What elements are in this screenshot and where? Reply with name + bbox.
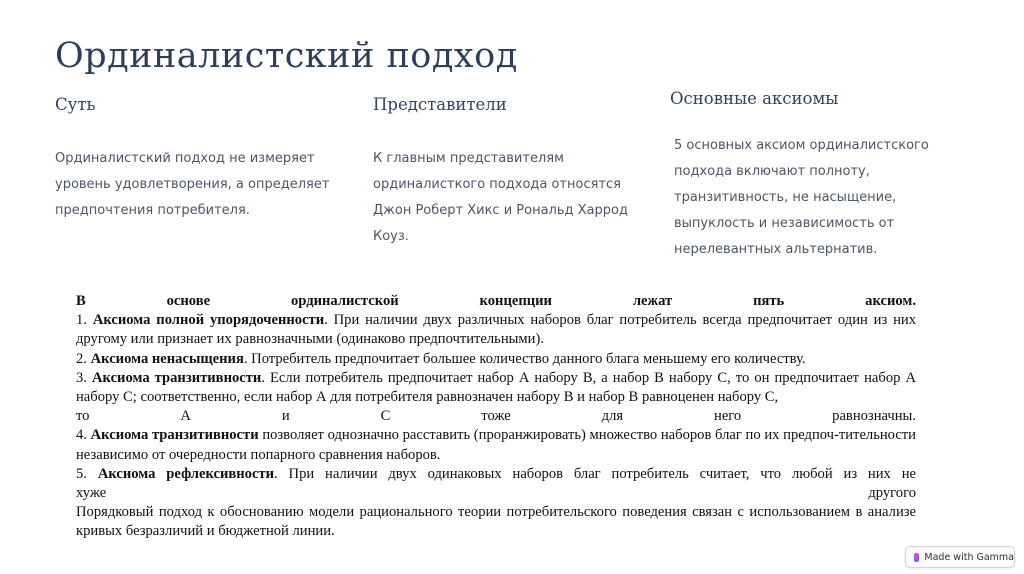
text-line: выпуклость и независимость от — [674, 216, 895, 231]
column-heading-representatives: Представители — [373, 95, 507, 114]
axiom-4-name: Аксиома транзитивности — [90, 427, 259, 444]
axiom-2-name: Аксиома ненасыщения — [90, 350, 244, 367]
axiom-5-number: 5. — [76, 465, 87, 482]
text-line: предпочтения потребителя. — [55, 203, 250, 218]
text-line: К главным представителям — [373, 151, 564, 166]
axiom-3-number: 3. — [76, 369, 87, 386]
axioms-body-text — [76, 292, 916, 542]
text-line: Джон Роберт Хикс и Рональд Харрод — [373, 203, 628, 218]
gamma-logo-icon — [914, 553, 919, 562]
axiom-3 — [76, 369, 916, 407]
text-line: подхода включают полноту, — [674, 164, 870, 179]
axiom-2 — [76, 350, 916, 369]
column-text-representatives — [373, 146, 643, 250]
text-line: уровень удовлетворения, а определяет — [55, 177, 330, 192]
column-text-axioms — [674, 133, 974, 263]
conclusion — [76, 503, 916, 541]
text-line: ординалисткого подхода относятся — [373, 177, 621, 192]
axiom-5-continuation — [76, 484, 916, 503]
axiom-2-text: . Потребитель предпочитает большее количество данного блага меньшему его количеству. — [243, 350, 806, 367]
text-line: нерелевантных альтернатив. — [674, 242, 878, 257]
axiom-5-text: . При наличии двух одинаковых наборов благ потребитель считает, что любой из них не — [274, 465, 916, 482]
axiom-4-number: 4. — [76, 427, 87, 444]
text-line: Ординалистский подход не измеряет — [55, 151, 315, 166]
axiom-3-name: Аксиома транзитивности — [92, 369, 262, 386]
column-heading-essence: Суть — [55, 95, 96, 114]
made-with-gamma-badge[interactable] — [905, 546, 1015, 568]
text-line: Коуз. — [373, 229, 409, 244]
axiom-2-number: 2. — [76, 350, 87, 367]
axiom-3-text: . Если потребитель предпочитает набор А набору В, а набор В набору С, то он предпочитает набор А набору С; соответственно, если набор А для потребителя равнозначен набору В и набор В равноценен набору С, — [76, 369, 916, 406]
conclusion-text: Порядковый подход к обоснованию модели рационального теории потребительского поведения связан с использованием в анализе кривых безразличий и бюджетной линии. — [76, 504, 916, 540]
axiom-1 — [76, 311, 916, 349]
badge-label: Made with Gamma — [924, 551, 1014, 563]
text-line: 5 основных аксиом ординалистского — [674, 138, 929, 153]
text-line: транзитивность, не насыщение, — [674, 190, 897, 205]
axiom-4 — [76, 426, 916, 464]
axiom-1-text: . При наличии двух различных наборов благ потребитель всегда предпочитает один из них другому или признает их равнозначными (одинаково предпочтительными). — [76, 312, 916, 348]
axiom-3-text-end: то А и С тоже для него равнозначны. — [76, 408, 916, 425]
axiom-4-text: позволяет однозначно расставить (проранжировать) множество наборов благ по их предпоч-тительности независимо от очередности попарного сравнения наборов. — [76, 427, 916, 463]
intro-text: В основе ординалистской концепции лежат пять аксиом. — [76, 293, 916, 309]
axiom-1-name: Аксиома полной упорядоченности — [92, 312, 325, 329]
column-heading-axioms: Основные аксиомы — [670, 89, 839, 108]
axiom-3-continuation — [76, 407, 916, 426]
axioms-intro — [76, 292, 916, 311]
axiom-1-number: 1. — [76, 312, 87, 329]
axiom-5 — [76, 465, 916, 484]
page-title: Ординалистский подход — [55, 36, 518, 76]
axiom-5-name: Аксиома рефлексивности — [97, 465, 275, 482]
column-text-essence — [55, 146, 345, 224]
axiom-5-text-end: хуже другого — [76, 485, 916, 502]
